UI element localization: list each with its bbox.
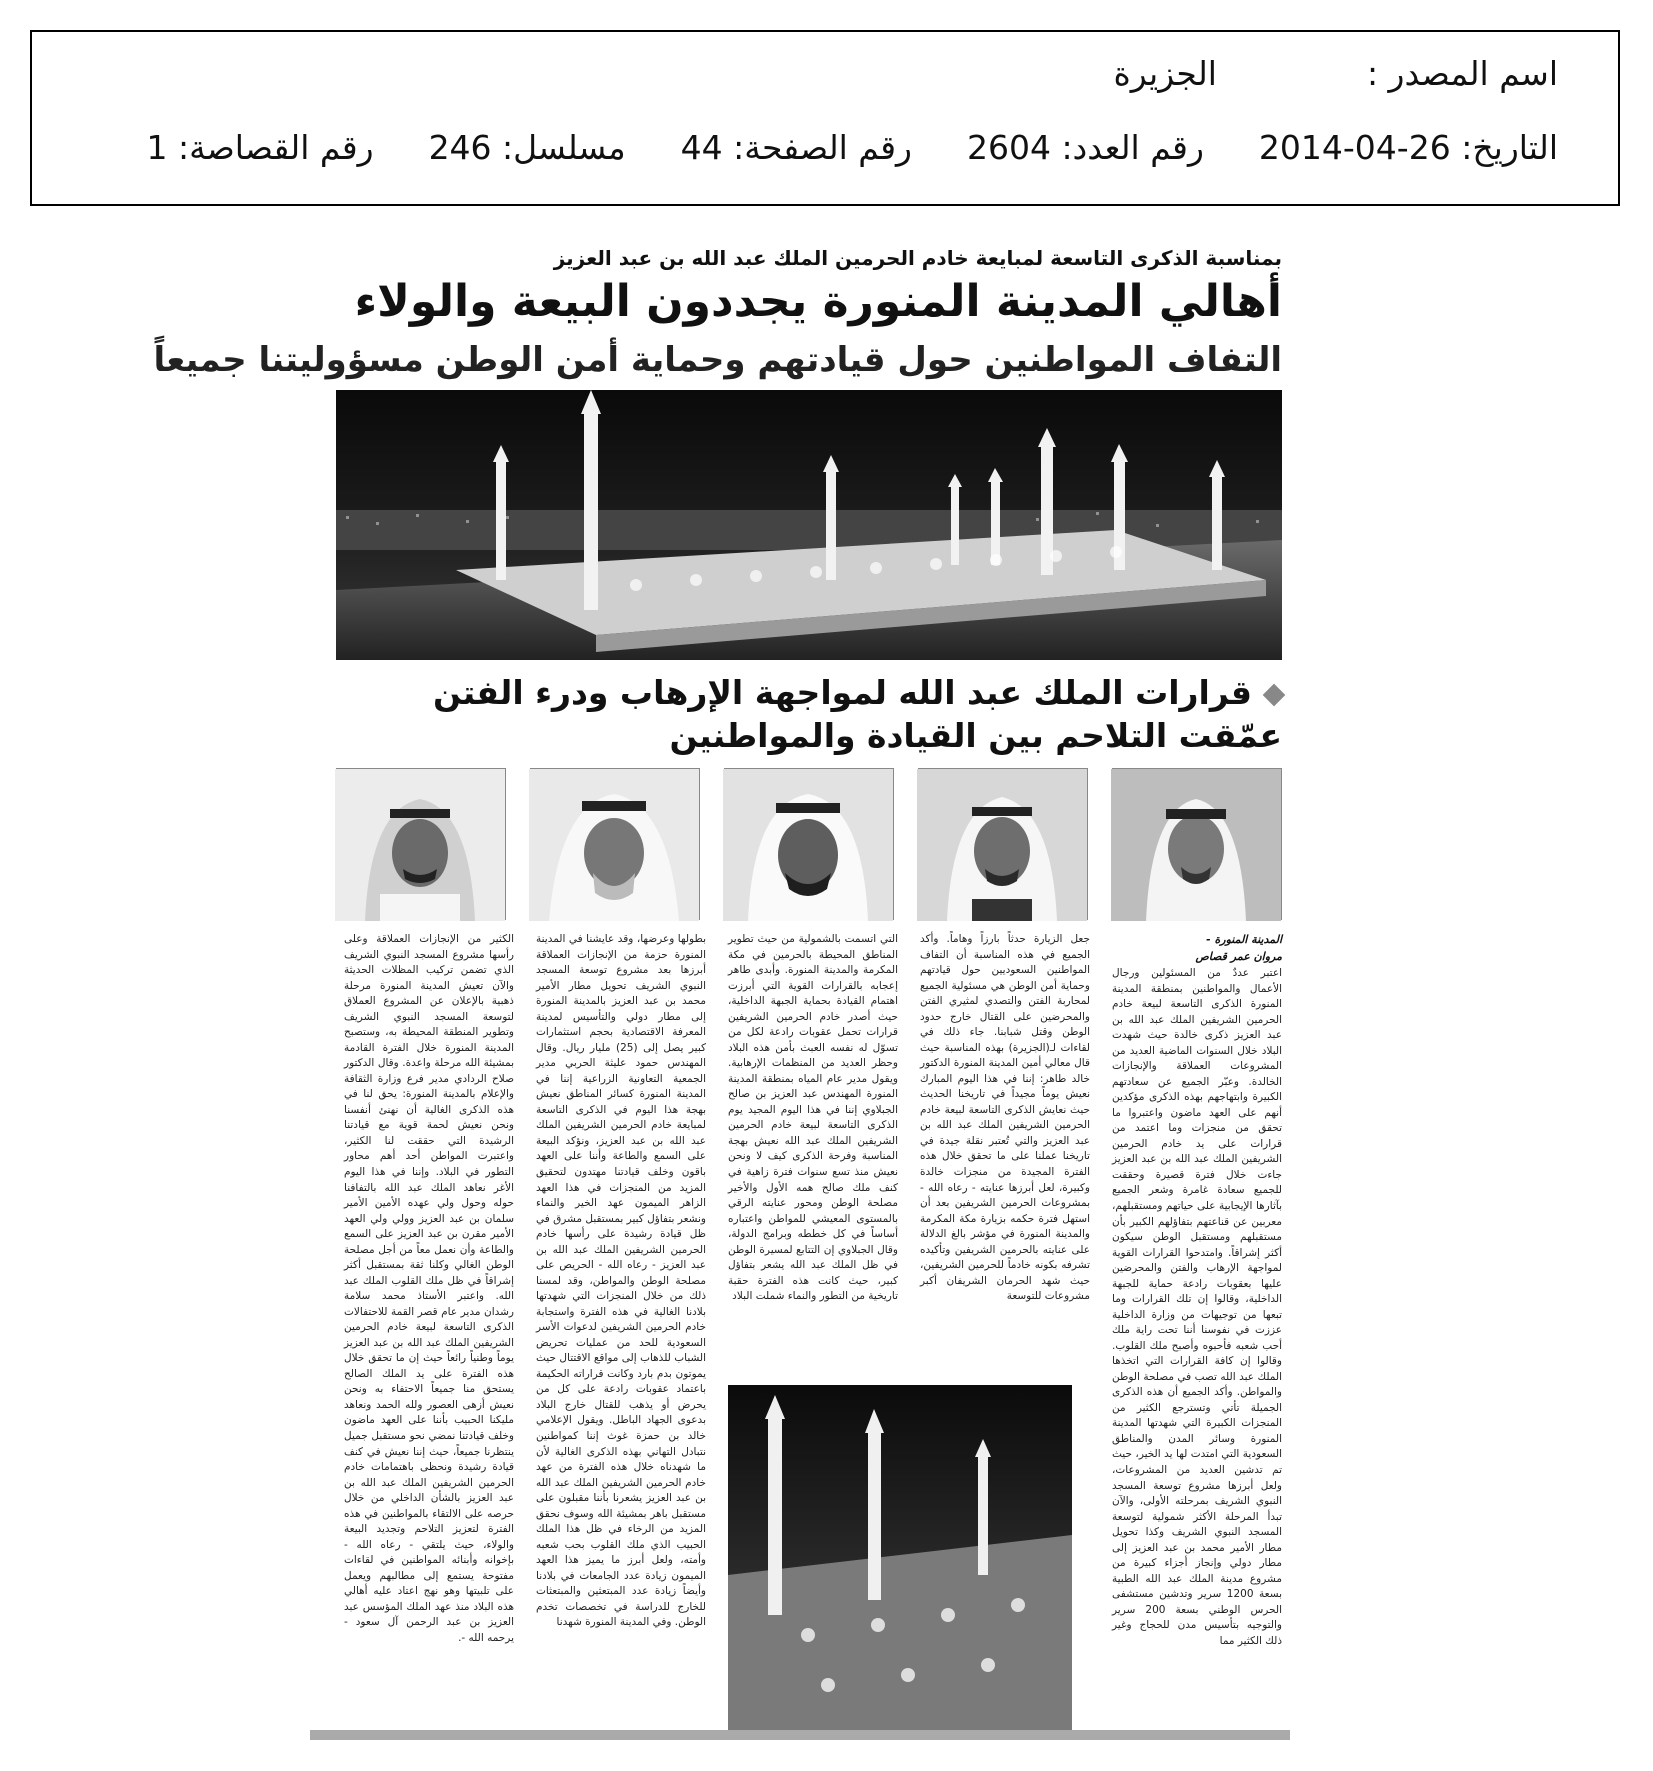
byline-name: مروان عمر قصاص (1195, 949, 1282, 963)
bottom-rule (310, 1730, 1290, 1740)
article-column-4 (536, 932, 706, 1732)
subheadline: التفاف المواطنين حول قيادتهم وحماية أمن الوطن مسؤوليتنا جميعاً (153, 340, 1282, 380)
diamond-bullet-icon (1263, 683, 1286, 706)
column-text: الكثير من الإنجازات العملاقة وعلى رأسها مشروع المسجد النبوي الشريف الذي تضمن تركيب المظلات الحديثة والآن تعيش المدينة المنورة مرحلة ذهبية بالإعلان عن المشروع العملاق لتوسعة المسجد النبوي الشريف وتطوير المنطقة المحيطة به، وستصبح المدينة المنورة خلال الفترة القادمة بمشيئة الله مرحلة واعدة. وقال الدكتور صلاح الردادي مدير فرع وزارة الثقافة والإعلام بالمدينة المنورة: يحق لنا في هذه الذكرى الغالية أن نهنئ أنفسنا ونحن نعيش لحمة قوية مع قيادتنا الرشيدة التي حققت لنا الكثير، واعتبرت المواطن أحد أهم محاور التطور في البلاد. وإننا في هذا اليوم الأغر نعاهد الملك عبد الله بالتفافنا حوله وحول ولي عهده الأمين الأمير سلمان بن عبد العزيز وولي ولي العهد الأمير مقرن بن عبد العزيز على السمع والطاعة وأن نعمل معاً من أجل مصلحة الوطن الغالي وكلنا ثقة بمستقبل أكثر إشراقاً في ظل ملك القلوب الملك عبد الله. واعتبر الأستاذ محمد سلامة رشدان مدير عام قصر القمة للاحتفالات الذكرى التاسعة لبيعة خادم الحرمين الشريفين الملك عبد الله بن عبد العزيز يوماً وطنياً رائعاً حيث إن ما تحقق خلال هذه الفترة على يد الملك الصالح يستحق منا جميعاً الاحتفاء به ونحن نعيش أزهى العصور ولله الحمد ونعاهد مليكنا الحبيب بأننا على العهد ماضون وخلف قيادتنا نمضي نحو مستقبل جميل ينتظرنا جميعاً، حيث إننا نعيش في كنف قيادة رشيدة ونحظى باهتمامات خادم الحرمين الشريفين الملك عبد الله بن عبد العزيز بالشأن الداخلي من خلال حرصه على الالتقاء بالمواطنين في هذه الفترة لتعزيز التلاحم وتجديد البيعة والولاء، حيث يلتقي - رعاه الله - بإخوانه وأبنائه المواطنين في لقاءات مفتوحة يستمع إلى مطالبهم ويعمل على تلبيتها وهو نهج اعتاد عليه أهالي هذه البلاد منذ عهد الملك المؤسس عبد العزيز بن عبد الرحمن آل سعود - يرحمه الله -. (344, 933, 514, 1644)
mosque-night-photo-2 (728, 1385, 1072, 1735)
portrait-photo (918, 768, 1088, 920)
byline-place: المدينة المنورة - (1206, 933, 1282, 946)
column-text: جعل الزيارة حدثاً بارزاً وهاماً. وأكد الجميع في هذه المناسبة أن التفاف المواطنين السعوديين حول قيادتهم وحماية أمن الوطن هي مسئولية الجميع لمحاربة الفتن والتصدي لمثيري الفتن والمحرضين على القتال خارج حدود الوطن وقتل شبابنا. جاء ذلك في لقاءات لـ(الجزيرة) بهذه المناسبة حيث قال معالي أمين المدينة المنورة الدكتور خالد طاهر: إننا في هذا اليوم المبارك نعيش يوماً مجيداً في تاريخنا الحديث حيث نعايش الذكرى التاسعة لبيعة خادم الحرمين الشريفين الملك عبد الله بن عبد العزيز والتي تُعتبر نقلة جيدة في تاريخنا عملنا على ما تحقق خلال هذه الفترة المجيدة من منجزات خالدة وكبيرة، لعل أبرزها عنايته - رعاه الله - بمشروعات الحرمين الشريفين بعد أن استهل فترة حكمه بزيارة مكة المكرمة والمدينة المنورة في مؤشر بالغ الدلالة على عنايته بالحرمين الشريفين وتأكيده تشرفه بكونه خادماً للحرمين الشريفين، حيث شهد الحرمان الشريفان أكبر مشروعات للتوسعة (920, 933, 1090, 1303)
issue-number: رقم العدد: 2604 (966, 128, 1204, 167)
clipping-number: رقم القصاصة: 1 (146, 128, 374, 167)
column-text: التي اتسمت بالشمولية من حيث تطوير المناطق المحيطة بالحرمين في مكة المكرمة والمدينة المنورة. وأبدى طاهر إعجابه بالقرارات القوية التي أبرزت اهتمام القيادة بحماية الجبهة الداخلية، حيث أصدر خادم الحرمين الشريفين قرارات تحمل عقوبات رادعة لكل من تسوّل له نفسه العبث بأمن هذه البلاد وحظر العديد من المنظمات الإرهابية. ويقول مدير عام المياه بمنطقة المدينة المنورة المهندس عبد العزيز بن صالح الجبلاوي إننا في هذا اليوم المجيد يوم الذكرى التاسعة لبيعة خادم الحرمين الشريفين الملك عبد الله نعيش بهجة المناسبة وفرحة الذكرى كيف لا ونحن نعيش منذ تسع سنوات فترة زاهية في كنف ملك صالح همه الأول والأخير مصلحة الوطن ومحور عنايته الرقي بالمستوى المعيشي للمواطن واعتباره أساساً في كل خططه وبرامج الدولة، وقال الجبلاوي إن التتابع لمسيرة الوطن في ظل الملك عبد الله يشعر بتفاؤل كبير، حيث كانت هذه الفترة حقبة تاريخية من التطور والنماء شملت البلاد (728, 933, 898, 1303)
newspaper-clipping (153, 240, 1290, 1740)
pull-quote (433, 672, 1282, 758)
article-column-1 (1112, 966, 1282, 1736)
source-value: الجزيرة (1113, 54, 1217, 93)
pull-quote-line-2: عمّقت التلاحم بين القيادة والمواطنين (669, 715, 1282, 755)
article-column-2 (920, 932, 1090, 1377)
date: التاريخ: 26-04-2014 (1258, 128, 1558, 167)
clipping-metadata-box (30, 30, 1620, 206)
portraits-row (336, 768, 1282, 920)
pull-quote-line-1: قرارات الملك عبد الله لمواجهة الإرهاب ودرء الفتن (433, 672, 1282, 715)
portrait-photo (724, 768, 894, 920)
headline: أهالي المدينة المنورة يجددون البيعة والولاء (354, 276, 1282, 327)
article-column-3 (728, 932, 898, 1377)
source-label: اسم المصدر : (1366, 54, 1558, 93)
column-text: بطولها وعرضها، وقد عايشنا في المدينة المنورة حزمة من الإنجازات العملاقة أبرزها بعد مشروع توسعة المسجد النبوي الشريف تحويل مطار الأمير محمد بن عبد العزيز بالمدينة المنورة إلى مطار دولي والتأسيس لمدينة المعرفة الاقتصادية بحجم استثمارات كبير يصل إلى (25) مليار ريال. وقال المهندس حمود عليثة الحربي مدير الجمعية التعاونية الزراعية إننا في المدينة المنورة كسائر المناطق نعيش بهجة هذا اليوم في الذكرى التاسعة لمبايعة خادم الحرمين الشريفين الملك عبد الله بن عبد العزيز، ونؤكد البيعة على السمع والطاعة وأننا على العهد باقون وخلف قيادتنا مهتدون لتحقيق المزيد من المنجزات في هذا العهد الزاهر الميمون عهد الخير والنماء ونشعر بتفاؤل كبير بمستقبل مشرق في ظل قيادة رشيدة على رأسها خادم الحرمين الشريفين الملك عبد الله بن عبد العزيز - رعاه الله - الحريص على مصلحة الوطن والمواطن، وقد لمسنا ذلك من خلال المنجزات التي شهدتها بلادنا الغالية في هذه الفترة واستجابة خادم الحرمين الشريفين لدعوات الأسر السعودية للحد من عمليات تحريض الشباب للذهاب إلى مواقع الاقتتال حيث يموتون بدم بارد وكانت قراراته الحكيمة باعتماد عقوبات رادعة على كل من يحرض أو يذهب للقتال خارج البلاد بدعوى الجهاد الباطل. ويقول الإعلامي خالد بن حمزة غوث إننا كمواطنين نتبادل التهاني بهذه الذكرى الغالية لأن ما شهدناه خلال هذه الفترة من عهد خادم الحرمين الشريفين الملك عبد الله بن عبد العزيز يشعرنا بأننا مقبلون على مستقبل باهر بمشيئة الله وسوف نحقق المزيد من الرخاء في ظل هذا الملك الحبيب الذي ملك القلوب بحب شعبه وأمته، ولعل أبرز ما يميز هذا العهد الميمون زيادة عدد الجامعات في بلادنا وأيضاً زيادة عدد المبتعثين والمبتعثات للخارج للدراسة في تخصصات تخدم الوطن. وفي المدينة المنورة شهدنا (536, 933, 706, 1629)
byline (1195, 932, 1282, 965)
column-text: اعتبر عددٌ من المسئولين ورجال الأعمال والمواطنين بمنطقة المدينة المنورة الذكرى التاسعة لبيعة خادم الحرمين الشريفين الملك عبد الله بن عبد العزيز ذكرى خالدة حيث شهدت البلاد خلال السنوات الماضية العديد من المشروعات العملاقة والإنجازات الخالدة. وعبّر الجميع عن سعادتهم الكبيرة وابتهاجهم بهذه الذكرى مؤكدين أنهم على العهد ماضون واعتبروا ما تحقق من منجزات وما اعتمد من قرارات على يد خادم الحرمين الشريفين الملك عبد الله بن عبد العزيز جاءت خلال فترة قصيرة وحققت للجميع سعادة غامرة وشعر الجميع بآثارها الإيجابية على حياتهم ومستقبلهم، معربين عن قناعتهم بتفاؤلهم الكبير بأن مستقبلهم ومستقبل الوطن سيكون أكثر إشراقاً. وامتدحوا القرارات القوية لمواجهة الإرهاب والفتن والمحرضين عليها بعقوبات رادعة حماية للجبهة الداخلية، وقالوا إن تلك القرارات وما تبعها من توجيهات من وزارة الداخلية عززت في نفوسنا أننا تحت راية ملك أحب شعبه فأحبوه وأصبح ملك القلوب. وقالوا إن كافة القرارات التي اتخذها الملك عبد الله تصب في مصلحة الوطن والمواطن. وأكد الجميع أن هذه الذكرى الجميلة تأتي وتسترجع الكثير من المنجزات الكبيرة التي شهدتها المدينة المنورة وسائر المدن والمناطق السعودية التي امتدت لها يد الخير، حيث تم تدشين العديد من المشروعات، ولعل أبرزها مشروع توسعة المسجد النبوي الشريف بمرحلته الأولى، والآن تبدأ المرحلة الأكثر شمولية لتوسعة المسجد النبوي الشريف وكذا تحويل مطار الأمير محمد بن عبد العزيز إلى مطار دولي وإنجاز أجزاء كبيرة من مشروع مدينة الملك عبد الله الطبية بسعة 1200 سرير وتدشين مستشفى الحرس الوطني بسعة 200 سرير والتوجيه بتأسيس مدن للحجاج وغير ذلك الكثير مما (1112, 967, 1282, 1647)
page-number: رقم الصفحة: 44 (680, 128, 912, 167)
portrait-photo (530, 768, 700, 920)
portrait-photo (336, 768, 506, 920)
serial-number: مسلسل: 246 (428, 128, 626, 167)
mosque-night-photo (336, 390, 1282, 660)
article-column-5 (344, 932, 514, 1732)
portrait-photo (1112, 768, 1282, 920)
source-row (1114, 54, 1558, 93)
kicker: بمناسبة الذكرى التاسعة لمبايعة خادم الحرمين الملك عبد الله بن عبد العزيز (553, 246, 1282, 270)
details-row (146, 128, 1558, 167)
